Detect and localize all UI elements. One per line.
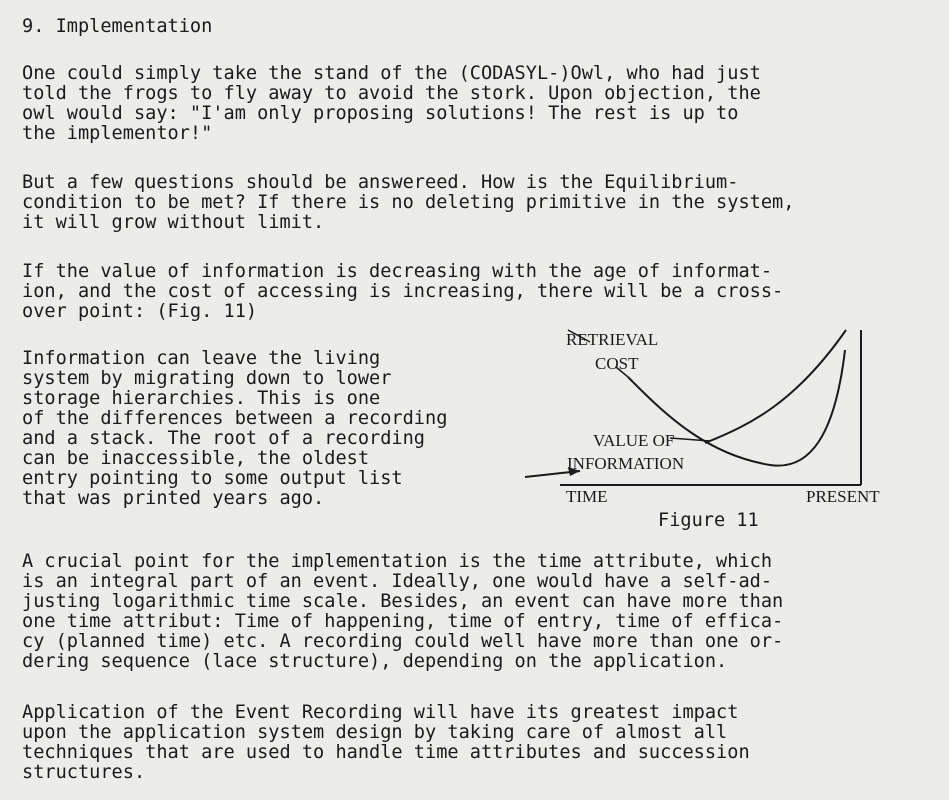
paragraph-5-line: dering sequence (lace structure), depending on the application. — [22, 651, 728, 672]
paragraph-4-line: and a stack. The root of a recording — [22, 428, 425, 449]
paragraph-6-line: Application of the Event Recording will have its greatest impact — [22, 702, 739, 723]
paragraph-2-line: condition to be met? If there is no deleting primitive in the system, — [22, 192, 795, 213]
figure-label-information: INFORMATION — [567, 454, 685, 473]
paragraph-4-line: system by migrating down to lower — [22, 368, 392, 389]
paragraph-4-line: entry pointing to some output list — [22, 468, 403, 489]
paragraph-2-line: But a few questions should be answereed. How is the Equilibrium- — [22, 172, 739, 193]
paragraph-4-line: of the differences between a recording — [22, 408, 448, 429]
retrieval-cost-curve — [705, 330, 846, 443]
paragraph-3-line: If the value of information is decreasing with the age of informat- — [22, 261, 773, 282]
paragraph-2-line: it will grow without limit. — [22, 212, 325, 233]
paragraph-5-line: A crucial point for the implementation is the time attribute, which — [22, 551, 773, 572]
figure-label-retrieval: RETRIEVAL — [566, 330, 659, 349]
figure-caption: Figure 11 — [658, 510, 759, 531]
paragraph-1-line: the implementor!" — [22, 123, 213, 144]
value-label-pointer — [670, 438, 710, 441]
paragraph-3-line: over point: (Fig. 11) — [22, 301, 258, 322]
paragraph-3-line: ion, and the cost of accessing is increasing, there will be a cross- — [22, 281, 784, 302]
paragraph-1-line: owl would say: "I'am only proposing solutions! The rest is up to — [22, 103, 739, 124]
paragraph-5-line: is an integral part of an event. Ideally, one would have a self-ad- — [22, 571, 773, 592]
figure-11-graphic — [520, 325, 940, 540]
section-heading: 9. Implementation — [22, 16, 213, 37]
paragraph-6-line: techniques that are used to handle time attributes and succession — [22, 742, 750, 763]
paragraph-1-line: One could simply take the stand of the (CODASYL-)Owl, who had just — [22, 63, 761, 84]
paragraph-6-line: upon the application system design by taking care of almost all — [22, 722, 728, 743]
paragraph-4-line: that was printed years ago. — [22, 488, 325, 509]
figure-label-cost: COST — [595, 354, 639, 373]
figure-label-value-of: VALUE OF — [593, 431, 675, 450]
paragraph-4-line: can be inaccessible, the oldest — [22, 448, 370, 469]
figure-label-time: TIME — [566, 487, 608, 506]
paragraph-4-line: storage hierarchies. This is one — [22, 388, 381, 409]
paragraph-5-line: justing logarithmic time scale. Besides, an event can have more than — [22, 591, 784, 612]
paragraph-6-line: structures. — [22, 762, 146, 783]
paragraph-5-line: one time attribut: Time of happening, time of entry, time of effica- — [22, 611, 784, 632]
paragraph-4-line: Information can leave the living — [22, 348, 381, 369]
figure-11 — [520, 325, 940, 540]
paragraph-5-line: cy (planned time) etc. A recording could well have more than one or- — [22, 631, 784, 652]
figure-label-present: PRESENT — [806, 487, 880, 506]
paragraph-1-line: told the frogs to fly away to avoid the stork. Upon objection, the — [22, 83, 761, 104]
